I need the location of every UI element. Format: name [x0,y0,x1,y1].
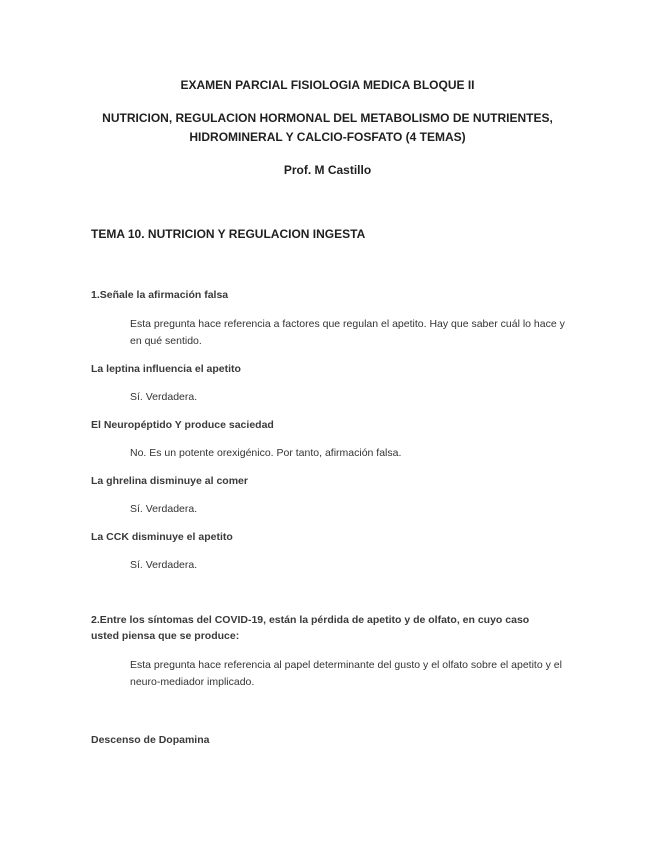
question-1-option-4-answer: Sí. Verdadera. [130,559,198,571]
question-2-note: Esta pregunta hace referencia al papel determinante del gusto y el olfato sobre el apetito y el neuro-mediador implicado. [130,659,562,688]
question-2-prompt: 2.Entre los síntomas del COVID-19, están la pérdida de apetito y de olfato, en cuyo caso usted piensa que se produce: [91,614,530,642]
question-2-option-1-statement: Descenso de Dopamina [91,734,210,746]
question-1-option-1-statement: La leptina influencia el apetito [91,363,241,375]
question-1-option-3-answer: Sí. Verdadera. [130,503,198,515]
question-1-prompt: 1.Señale la afirmación falsa [91,289,229,301]
topic-heading: TEMA 10. NUTRICION Y REGULACION INGESTA [91,227,366,241]
exam-subtitle: NUTRICION, REGULACION HORMONAL DEL METABOLISMO DE NUTRIENTES, HIDROMINERAL Y CALCIO-FOSFATO (4 TEMAS) [102,111,553,144]
question-1-note: Esta pregunta hace referencia a factores que regulan el apetito. Hay que saber cuál lo hace y en qué sentido. [130,318,565,347]
question-1-option-2-statement: El Neuropéptido Y produce saciedad [91,419,274,431]
question-1-option-3-statement: La ghrelina disminuye al comer [91,475,248,487]
exam-professor: Prof. M Castillo [283,163,372,177]
question-1-option-4-statement: La CCK disminuye el apetito [91,531,233,543]
question-1-option-2-answer: No. Es un potente orexigénico. Por tanto, afirmación falsa. [130,447,402,459]
question-1-option-1-answer: Sí. Verdadera. [130,391,198,403]
exam-title: EXAMEN PARCIAL FISIOLOGIA MEDICA BLOQUE II [180,78,475,92]
